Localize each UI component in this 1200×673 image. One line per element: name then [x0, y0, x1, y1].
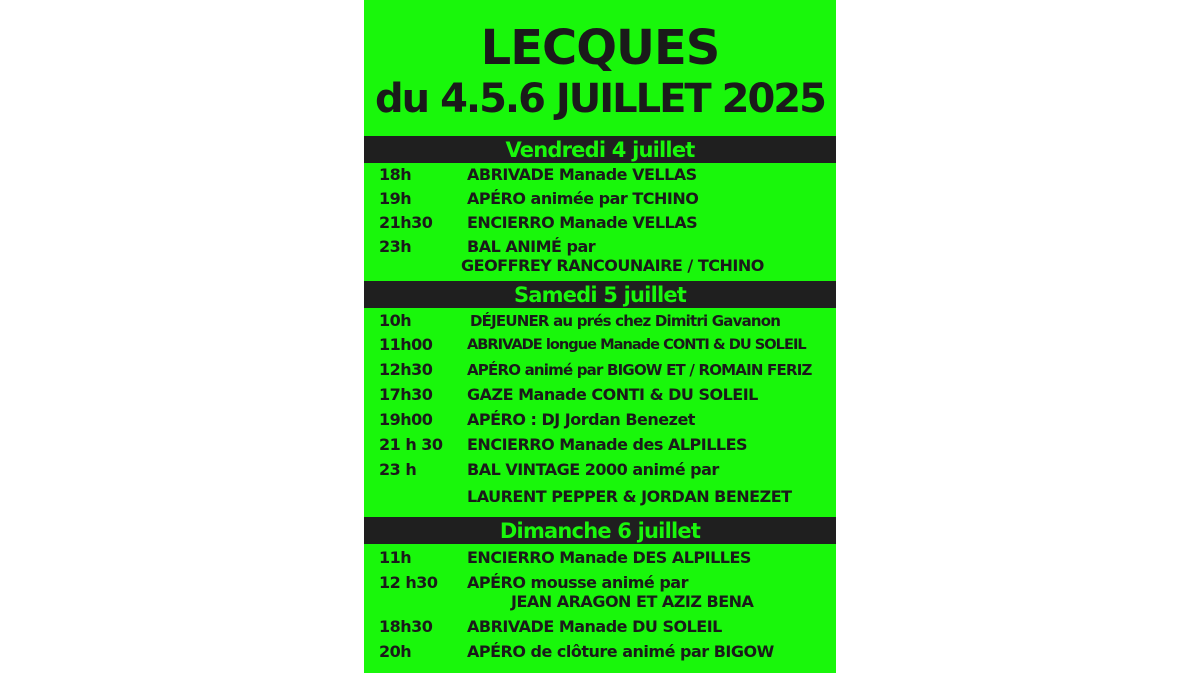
event-time: 10h: [379, 311, 412, 330]
event-time: 11h00: [379, 335, 433, 354]
event-description: ENCIERRO Manade des ALPILLES: [467, 435, 748, 454]
schedule-row: [364, 384, 836, 406]
event-description: ENCIERRO Manade VELLAS: [467, 213, 698, 232]
event-time: 18h: [379, 165, 412, 184]
event-description: BAL ANIMÉ par: [467, 237, 596, 256]
event-time: 11h: [379, 548, 412, 567]
schedule-row: [364, 641, 836, 663]
day-header-sunday: Dimanche 6 juillet: [364, 517, 836, 544]
event-description: ENCIERRO Manade DES ALPILLES: [467, 548, 751, 567]
event-description: ABRIVADE longue Manade CONTI & DU SOLEIL: [467, 336, 806, 353]
event-description: GEOFFREY RANCOUNAIRE / TCHINO: [461, 256, 764, 275]
schedule-row: [364, 359, 836, 381]
event-time: 18h30: [379, 617, 433, 636]
schedule-row: [364, 409, 836, 431]
poster-subtitle: du 4.5.6 JUILLET 2025: [375, 76, 825, 122]
event-description: APÉRO animé par BIGOW ET / ROMAIN FERIZ: [467, 361, 812, 379]
event-time: 19h: [379, 189, 412, 208]
event-description: LAURENT PEPPER & JORDAN BENEZET: [467, 487, 792, 506]
day-header-friday: Vendredi 4 juillet: [364, 136, 836, 163]
event-description: APÉRO animée par TCHINO: [467, 189, 699, 208]
day-header-saturday: Samedi 5 juillet: [364, 281, 836, 308]
event-description: JEAN ARAGON ET AZIZ BENA: [511, 592, 754, 611]
event-time: 20h: [379, 642, 412, 661]
schedule-row: [364, 212, 836, 234]
schedule-row: [364, 164, 836, 186]
event-description: ABRIVADE Manade DU SOLEIL: [467, 617, 722, 636]
schedule-row: [364, 459, 836, 481]
event-description: APÉRO de clôture animé par BIGOW: [467, 642, 774, 661]
event-description: APÉRO mousse animé par: [467, 573, 688, 592]
schedule-row: [364, 310, 836, 332]
event-time: 21h30: [379, 213, 433, 232]
schedule-row: [364, 434, 836, 456]
schedule-row: [364, 334, 836, 356]
event-time: 21 h 30: [379, 435, 443, 454]
event-description: ABRIVADE Manade VELLAS: [467, 165, 697, 184]
event-time: 12h30: [379, 360, 433, 379]
event-time: 23 h: [379, 460, 417, 479]
schedule-row: [364, 486, 836, 508]
event-poster: [364, 0, 836, 673]
poster-title: LECQUES: [480, 20, 720, 76]
event-time: 12 h30: [379, 573, 438, 592]
event-time: 19h00: [379, 410, 433, 429]
schedule-row: [364, 591, 836, 613]
event-description: DÉJEUNER au prés chez Dimitri Gavanon: [470, 312, 781, 330]
event-time: 17h30: [379, 385, 433, 404]
event-description: APÉRO : DJ Jordan Benezet: [467, 410, 695, 429]
event-time: 23h: [379, 237, 412, 256]
schedule-row: [364, 547, 836, 569]
event-description: BAL VINTAGE 2000 animé par: [467, 460, 719, 479]
event-description: GAZE Manade CONTI & DU SOLEIL: [467, 385, 758, 404]
schedule-row: [364, 188, 836, 210]
schedule-row: [364, 616, 836, 638]
schedule-row: [364, 255, 836, 277]
